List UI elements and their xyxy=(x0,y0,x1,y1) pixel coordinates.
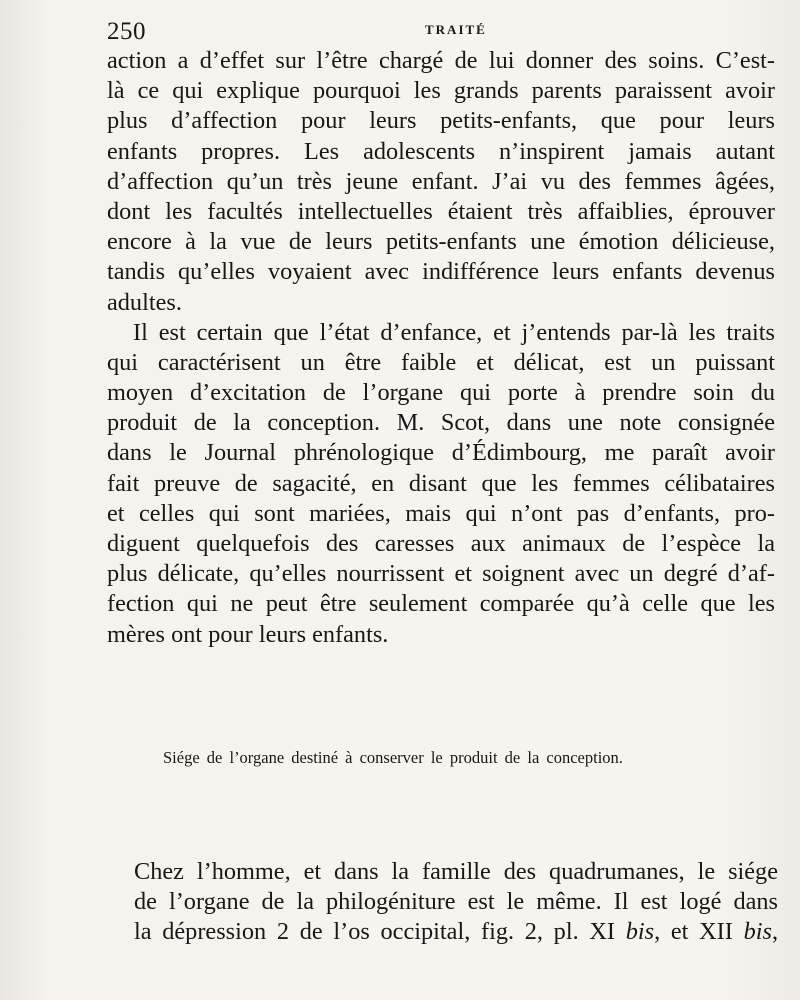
text-line: fait preuve de sagacité, en disant que les femmes célibataires xyxy=(107,469,775,497)
text-line: mères ont pour leurs enfants. xyxy=(107,620,389,648)
text-line xyxy=(134,917,778,947)
text-line: action a d’effet sur l’être chargé de lui donner des soins. C’est- xyxy=(107,47,775,74)
text-line: d’affection qu’un très jeune enfant. J’ai vu des femmes âgées, xyxy=(107,167,775,195)
italic-bis: bis xyxy=(625,918,655,945)
text-line: plus d’affection pour leurs petits-enfants, que pour leurs xyxy=(107,107,775,135)
main-text xyxy=(107,46,775,650)
italic-bis: bis xyxy=(743,918,772,945)
text-line: moyen d’excitation de l’organe qui porte à prendre soin du xyxy=(107,379,775,407)
text-line: produit de la conception. M. Scot, dans une note consignée xyxy=(107,409,775,437)
text-line: Chez l’homme, et dans la famille des quadrumanes, le siége xyxy=(134,858,778,885)
text-line: Il est certain que l’état d’enfance, et j’entends par-là les traits xyxy=(133,318,775,346)
text-line: dans le Journal phrénologique d’Édimbourg, me paraît avoir xyxy=(107,439,775,467)
paragraph-1 xyxy=(107,46,775,318)
page-header xyxy=(107,16,710,46)
text-fragment: la dépression 2 de l’os occipital, fig. 2, pl. XI xyxy=(134,918,626,945)
text-line: enfants propres. Les adolescents n’inspirent jamais autant xyxy=(107,137,775,165)
text-line: et celles qui sont mariées, mais qui n’ont pas d’enfants, pro- xyxy=(107,499,775,527)
paragraph-3 xyxy=(134,857,778,947)
text-line: fection qui ne peut être seulement comparée qu’à celle que les xyxy=(107,590,775,618)
text-line: adultes. xyxy=(107,288,182,316)
text-fragment: , et XII xyxy=(654,918,744,945)
text-line: dont les facultés intellectuelles étaient très affaiblies, éprouver xyxy=(107,197,775,225)
text-line: tandis qu’elles voyaient avec indifférence leurs enfants devenus xyxy=(107,258,775,286)
text-line: là ce qui explique pourquoi les grands parents paraissent avoir xyxy=(107,77,775,105)
text-fragment: , xyxy=(771,918,779,945)
text-line: diguent quelquefois des caresses aux animaux de l’espèce la xyxy=(107,530,775,557)
text-line: encore à la vue de leurs petits-enfants une émotion délicieuse, xyxy=(107,228,775,256)
figure-caption: Siége de l’organe destiné à conserver le produit de la conception. xyxy=(163,748,623,767)
paragraph-2 xyxy=(107,318,775,650)
text-line: plus délicate, qu’elles nourrissent et soignent avec un degré d’af- xyxy=(107,560,775,588)
page-number: 250 xyxy=(107,18,146,45)
running-title: TRAITÉ xyxy=(425,22,487,37)
text-line: qui caractérisent un être faible et délicat, est un puissant xyxy=(107,348,775,376)
text-line: de l’organe de la philogéniture est le même. Il est logé dans xyxy=(134,888,778,915)
